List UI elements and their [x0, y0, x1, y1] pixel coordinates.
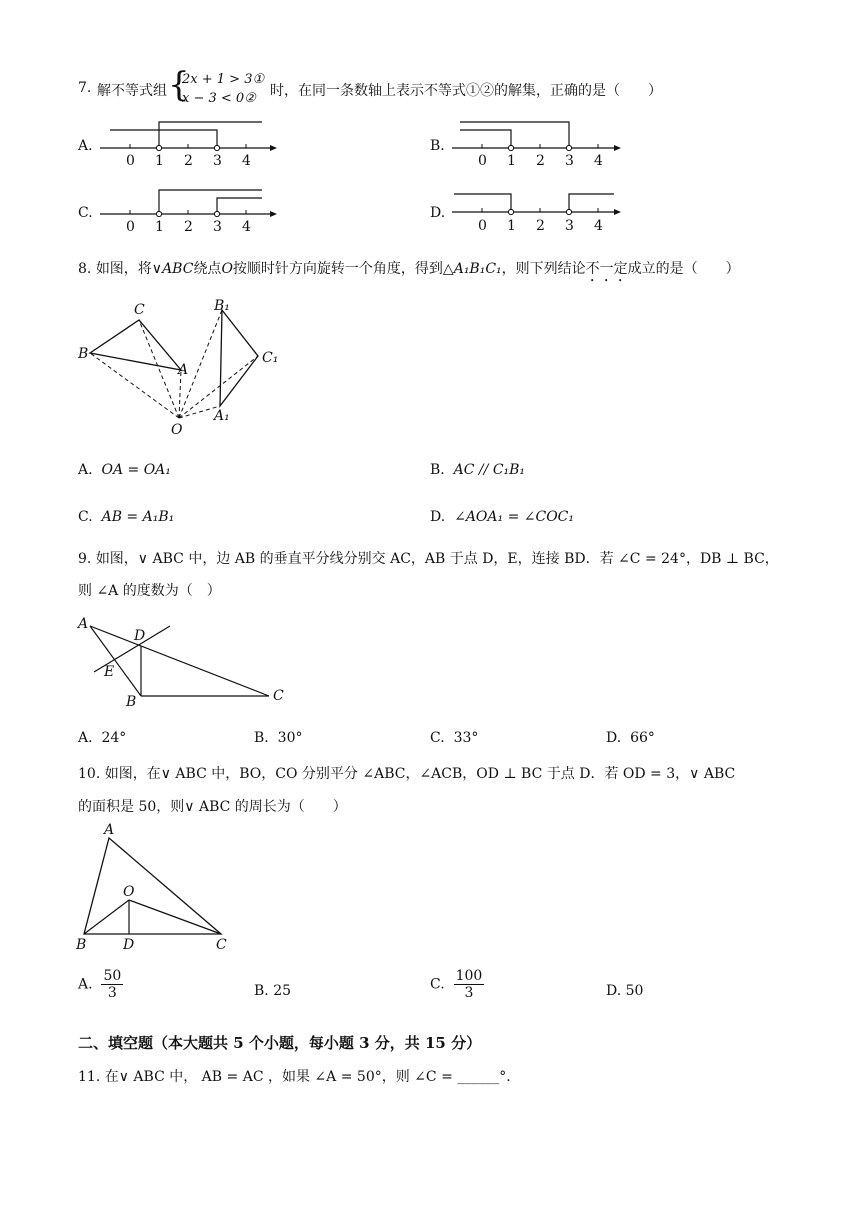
q10-stem-line1: 10. 如图，在∨ ABC 中，BO，CO 分别平分 ∠ABC，∠ACB，OD ⊥ BC 于点 D．若 OD = 3，∨ ABC — [78, 766, 736, 782]
svg-text:A: A — [78, 616, 89, 632]
section-heading: 二、填空题（本大题共 5 个小题，每小题 3 分，共 15 分） — [78, 1034, 482, 1052]
svg-text:2: 2 — [184, 219, 193, 235]
q8-option-b[interactable]: B. AC // C₁B₁ — [430, 462, 526, 478]
q10-figure — [76, 818, 256, 953]
q7-option-b-numberline — [452, 116, 652, 176]
q7-option-c-numberline — [100, 182, 300, 242]
svg-text:0: 0 — [126, 219, 135, 235]
svg-text:D: D — [123, 937, 135, 953]
fraction: $\frac{50}{3}$ — [103, 968, 122, 1001]
q7-eq2: x − 3 < 0② — [182, 91, 256, 106]
q10-option-c[interactable]: C. $\frac{100}{3}$ — [430, 968, 483, 1001]
svg-text:1: 1 — [507, 218, 516, 234]
svg-text:O: O — [123, 884, 135, 900]
svg-text:A: A — [178, 362, 189, 378]
q7-option-c-label[interactable]: C. — [78, 205, 93, 221]
q8-option-d[interactable]: D. ∠AOA₁ = ∠COC₁ — [430, 509, 575, 525]
svg-text:B: B — [78, 346, 89, 362]
fraction: $\frac{100}{3}$ — [455, 968, 483, 1001]
q7-number: 7. — [78, 80, 92, 96]
q7-option-d-label[interactable]: D. — [430, 205, 446, 221]
tick-2: 2 — [184, 153, 193, 169]
q7-lead: 解不等式组 — [97, 83, 167, 99]
q8-emphasis: 不一定 — [585, 261, 628, 277]
q9-option-b[interactable]: B. 30° — [254, 730, 303, 746]
q9-option-d[interactable]: D. 66° — [606, 730, 655, 746]
q8-figure — [76, 298, 296, 438]
svg-text:C: C — [273, 688, 284, 704]
svg-text:C₁: C₁ — [262, 350, 279, 366]
q9-figure — [76, 614, 296, 709]
svg-text:2: 2 — [536, 218, 545, 234]
tick-1: 1 — [155, 153, 164, 169]
q10-stem-line2: 的面积是 50，则∨ ABC 的周长为（ ） — [78, 799, 347, 815]
svg-text:0: 0 — [478, 153, 487, 169]
q7-eq1: 2x + 1 > 3① — [182, 72, 265, 87]
svg-text:B₁: B₁ — [214, 298, 230, 314]
q10-option-a[interactable]: A. $\frac{50}{3}$ — [78, 968, 122, 1001]
q9-stem-line2: 则 ∠A 的度数为（ ） — [78, 583, 221, 599]
svg-text:1: 1 — [155, 219, 164, 235]
svg-text:A₁: A₁ — [214, 408, 230, 424]
svg-text:4: 4 — [594, 153, 603, 169]
svg-text:4: 4 — [242, 219, 251, 235]
svg-text:C: C — [134, 302, 145, 318]
q7-option-a-numberline — [100, 116, 300, 176]
tick-4: 4 — [242, 153, 251, 169]
q7-option-d-numberline — [452, 182, 652, 242]
q9-stem-line1: 9. 如图，∨ ABC 中，边 AB 的垂直平分线分别交 AC，AB 于点 D，E，连接 BD．若 ∠C = 24°，DB ⊥ BC， — [78, 551, 779, 567]
tick-0: 0 — [126, 153, 135, 169]
svg-text:A: A — [104, 822, 115, 838]
svg-text:B: B — [126, 694, 137, 710]
svg-text:O: O — [171, 422, 183, 438]
svg-text:D: D — [134, 628, 146, 644]
svg-text:0: 0 — [478, 218, 487, 234]
svg-text:3: 3 — [565, 153, 574, 169]
svg-text:3: 3 — [213, 219, 222, 235]
svg-text:4: 4 — [594, 218, 603, 234]
q7-option-a-label[interactable]: A. — [78, 138, 93, 154]
q8-option-c[interactable]: C. AB = A₁B₁ — [78, 509, 175, 525]
q7-tail: 时，在同一条数轴上表示不等式①②的解集，正确的是（ ） — [270, 83, 662, 99]
svg-text:C: C — [216, 937, 227, 953]
q11-stem: 11. 在∨ ABC 中， AB = AC ，如果 ∠A = 50°，则 ∠C = ______°. — [78, 1069, 511, 1085]
q7-brace: { — [168, 65, 190, 105]
q7-option-b-label[interactable]: B. — [430, 138, 445, 154]
q8-option-a[interactable]: A. OA = OA₁ — [78, 462, 171, 478]
q10-option-d[interactable]: D. 50 — [606, 983, 644, 999]
q9-option-a[interactable]: A. 24° — [78, 730, 127, 746]
svg-text:1: 1 — [507, 153, 516, 169]
q10-option-b[interactable]: B. 25 — [254, 983, 292, 999]
svg-text:E: E — [104, 664, 115, 680]
tick-3: 3 — [213, 153, 222, 169]
svg-text:2: 2 — [536, 153, 545, 169]
q8-stem: 8. 如图，将∨ABC绕点O按顺时针方向旋转一个角度，得到△A₁B₁C₁，则下列结论不一定成立的是（ ） — [78, 261, 740, 277]
svg-text:B: B — [76, 937, 87, 953]
svg-text:3: 3 — [565, 218, 574, 234]
q9-option-c[interactable]: C. 33° — [430, 730, 479, 746]
